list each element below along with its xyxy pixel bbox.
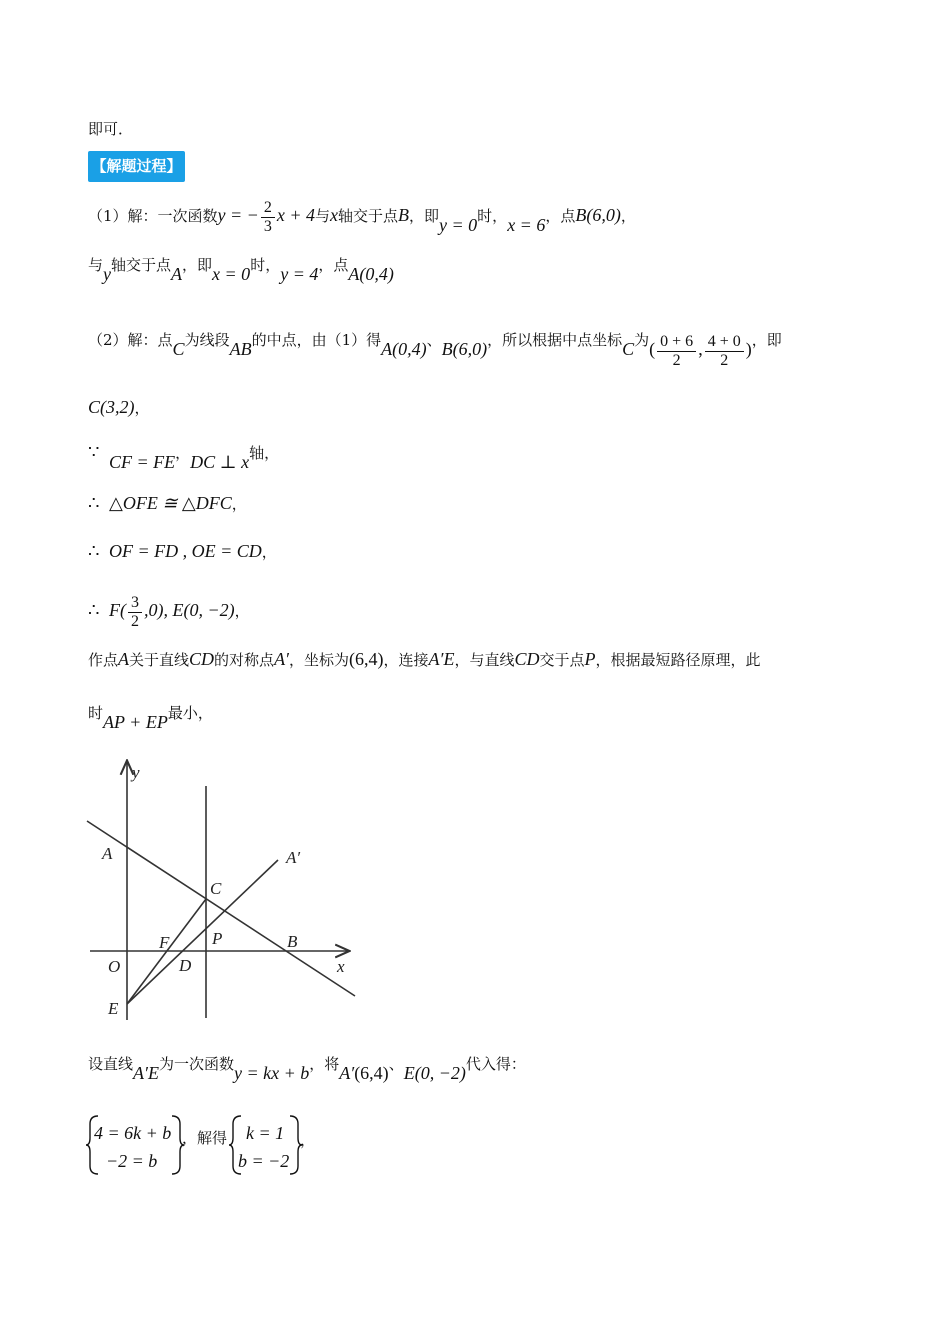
midpoint-x-fraction: $\frac{0 + 6}{2}$ <box>657 333 696 369</box>
step-1: ∵ CF = FE，DC ⊥ x轴， <box>88 442 280 472</box>
point-c-coord: C(3,2) <box>88 397 135 417</box>
coordinate-figure <box>82 752 362 1027</box>
label-p: P <box>212 929 223 948</box>
label-x: x <box>337 957 345 976</box>
func-lhs: y = − <box>217 205 259 226</box>
point-b-coord: B(6,0) <box>575 205 621 226</box>
func-rhs: x + 4 <box>276 205 315 226</box>
label-e: E <box>108 999 119 1018</box>
intro-text: 即可． <box>88 120 134 138</box>
label-a-prime: A′ <box>286 848 301 867</box>
label-o: O <box>108 957 121 976</box>
label-d: D <box>179 956 192 975</box>
label-a: A <box>102 844 113 863</box>
label-b: B <box>287 932 298 951</box>
point-a-coord: A(0,4) <box>348 264 394 284</box>
system2-eq1: k = 1 <box>246 1123 285 1143</box>
label-y: y <box>132 763 140 782</box>
step-3: ∴ OF = FD , OE = CD， <box>88 541 277 561</box>
reflection-paragraph-line2: 时AP + EP最小， <box>88 704 213 732</box>
section-tag: 【解题过程】 <box>88 151 185 182</box>
fraction-2-3: $\frac{2}{3}$ <box>261 199 275 235</box>
step-2: ∴ △OFE ≅ △DFC， <box>88 493 247 513</box>
label-c: C <box>210 879 222 898</box>
midpoint-y-fraction: $\frac{4 + 0}{2}$ <box>705 333 744 369</box>
part1-label: （1）解：一次函数 <box>88 207 218 226</box>
step-4: ∴ F( $\frac{3}{2}$ ,0), E(0, −2)， <box>88 594 250 630</box>
part1-line2: 与y轴交于点A，即x = 0时，y = 4，点A(0,4) <box>88 256 394 284</box>
substitution-line: 设直线A′E为一次函数y = kx + b，将A′(6,4)、E(0, −2)代入得： <box>88 1055 526 1083</box>
solve-text: ，解得 <box>182 1129 228 1147</box>
part2-line1: （2）解：点C为线段AB的中点，由（1）得A(0,4)、B(6,0)，所以根据中点坐标C为( $\frac{0 + 6}{2}$ , $\frac{4 + 0}{2}$ )，即 <box>88 331 782 369</box>
system2-eq2: b = −2 <box>238 1151 290 1171</box>
reflection-paragraph-line1: 作点A关于直线CD的对称点A′，坐标为(6,4)，连接A′E，与直线CD交于点P，根据最短路径原理，此 <box>88 649 761 669</box>
line-ape <box>127 860 278 1004</box>
system1-eq1: 4 = 6k + b <box>94 1123 172 1143</box>
system1-eq2: −2 = b <box>106 1151 158 1171</box>
label-f: F <box>159 933 170 952</box>
part2-line2: C(3,2)， <box>88 397 150 417</box>
part1-line1: （1）解：一次函数y = − $\frac{2}{3}$ x + 4与x轴交于点B，即y = 0时，x = 6，点B(6,0)， <box>88 199 636 236</box>
final-comma: ， <box>300 1131 316 1149</box>
fraction-3-2: $\frac{3}{2}$ <box>128 594 142 630</box>
